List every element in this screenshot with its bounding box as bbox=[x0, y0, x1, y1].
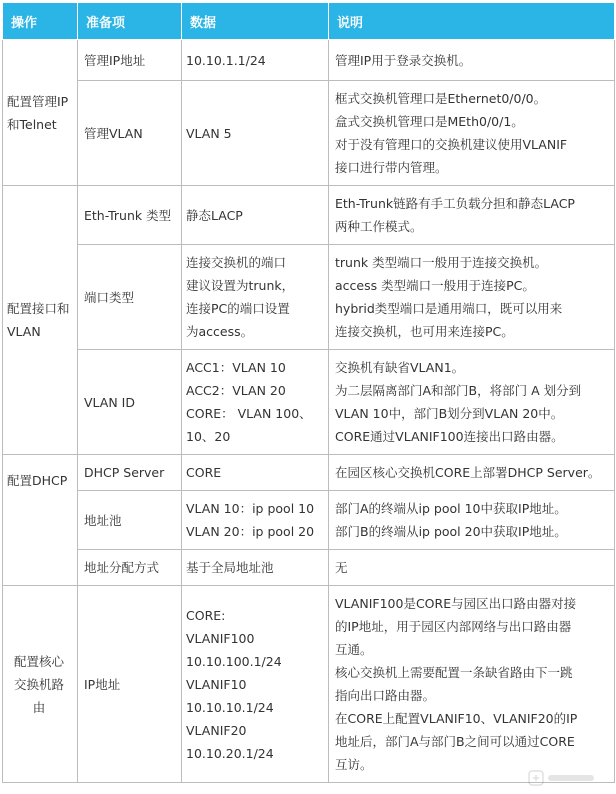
item-cell: VLAN ID bbox=[78, 350, 182, 455]
header-data: 数据 bbox=[182, 3, 329, 40]
item-cell: Eth-Trunk 类型 bbox=[78, 186, 182, 245]
table-row bbox=[3, 455, 615, 491]
table-row bbox=[3, 550, 615, 586]
data-cell: ACC1：VLAN 10 ACC2：VLAN 20 CORE： VLAN 100、 10、20 bbox=[182, 350, 329, 455]
table-row bbox=[3, 350, 615, 455]
data-cell: 连接交换机的端口 建议设置为trunk， 连接PC的端口设置 为access。 bbox=[182, 245, 329, 350]
desc-cell: trunk 类型端口一般用于连接交换机。 access 类型端口一般用于连接PC。 hybrid类型端口是通用端口，既可以用来 连接交换机，也可用来连接PC。 bbox=[329, 245, 615, 350]
header-item: 准备项 bbox=[78, 3, 182, 40]
data-cell: VLAN 10：ip pool 10 VLAN 20：ip pool 20 bbox=[182, 491, 329, 550]
desc-cell: 在园区核心交换机CORE上部署DHCP Server。 bbox=[329, 455, 615, 491]
table-row bbox=[3, 491, 615, 550]
item-cell: DHCP Server bbox=[78, 455, 182, 491]
data-cell: CORE bbox=[182, 455, 329, 491]
header-op: 操作 bbox=[3, 3, 78, 40]
item-cell: IP地址 bbox=[78, 586, 182, 783]
op-cell: 配置核心 交换机路 由 bbox=[3, 586, 78, 783]
table-row bbox=[3, 186, 615, 245]
item-cell: 管理IP地址 bbox=[78, 40, 182, 81]
table-row bbox=[3, 245, 615, 350]
desc-cell: VLANIF100是CORE与园区出口路由器对接 的IP地址，用于园区内部网络与出口路由器 互通。 核心交换机上需要配置一条缺省路由下一跳 指向出口路由器。 在CORE上配置VLANIF10、VLANIF20的IP 地址后，部门A与部门B之间可以通过CORE 互访。 bbox=[329, 586, 615, 783]
op-cell: 配置接口和 VLAN bbox=[3, 186, 78, 455]
item-cell: 地址池 bbox=[78, 491, 182, 550]
desc-cell: 无 bbox=[329, 550, 615, 586]
data-cell: 10.10.1.1/24 bbox=[182, 40, 329, 81]
table-row bbox=[3, 40, 615, 81]
desc-cell: 管理IP用于登录交换机。 bbox=[329, 40, 615, 81]
table-row bbox=[3, 586, 615, 783]
desc-cell: 框式交换机管理口是Ethernet0/0/0。 盒式交换机管理口是MEth0/0/1。 对于没有管理口的交换机建议使用VLANIF 接口进行带内管理。 bbox=[329, 81, 615, 186]
data-cell: VLAN 5 bbox=[182, 81, 329, 186]
desc-cell: 交换机有缺省VLAN1。 为二层隔离部门A和部门B，将部门 A 划分到 VLAN 10中，部门B划分到VLAN 20中。 CORE通过VLANIF100连接出口路由器。 bbox=[329, 350, 615, 455]
item-cell: 地址分配方式 bbox=[78, 550, 182, 586]
table-row bbox=[3, 81, 615, 186]
data-cell: CORE: VLANIF100 10.10.100.1/24 VLANIF10 10.10.10.1/24 VLANIF20 10.10.20.1/24 bbox=[182, 586, 329, 783]
watermark-logo-icon bbox=[528, 768, 598, 788]
op-cell: 配置DHCP bbox=[3, 455, 78, 586]
config-table bbox=[2, 2, 615, 783]
op-cell: 配置管理IP 和Telnet bbox=[3, 40, 78, 186]
header-desc: 说明 bbox=[329, 3, 615, 40]
data-cell: 静态LACP bbox=[182, 186, 329, 245]
item-cell: 管理VLAN bbox=[78, 81, 182, 186]
desc-cell: 部门A的终端从ip pool 10中获取IP地址。 部门B的终端从ip pool 20中获取IP地址。 bbox=[329, 491, 615, 550]
item-cell: 端口类型 bbox=[78, 245, 182, 350]
data-cell: 基于全局地址池 bbox=[182, 550, 329, 586]
desc-cell: Eth-Trunk链路有手工负载分担和静态LACP 两种工作模式。 bbox=[329, 186, 615, 245]
header-row bbox=[3, 3, 615, 40]
